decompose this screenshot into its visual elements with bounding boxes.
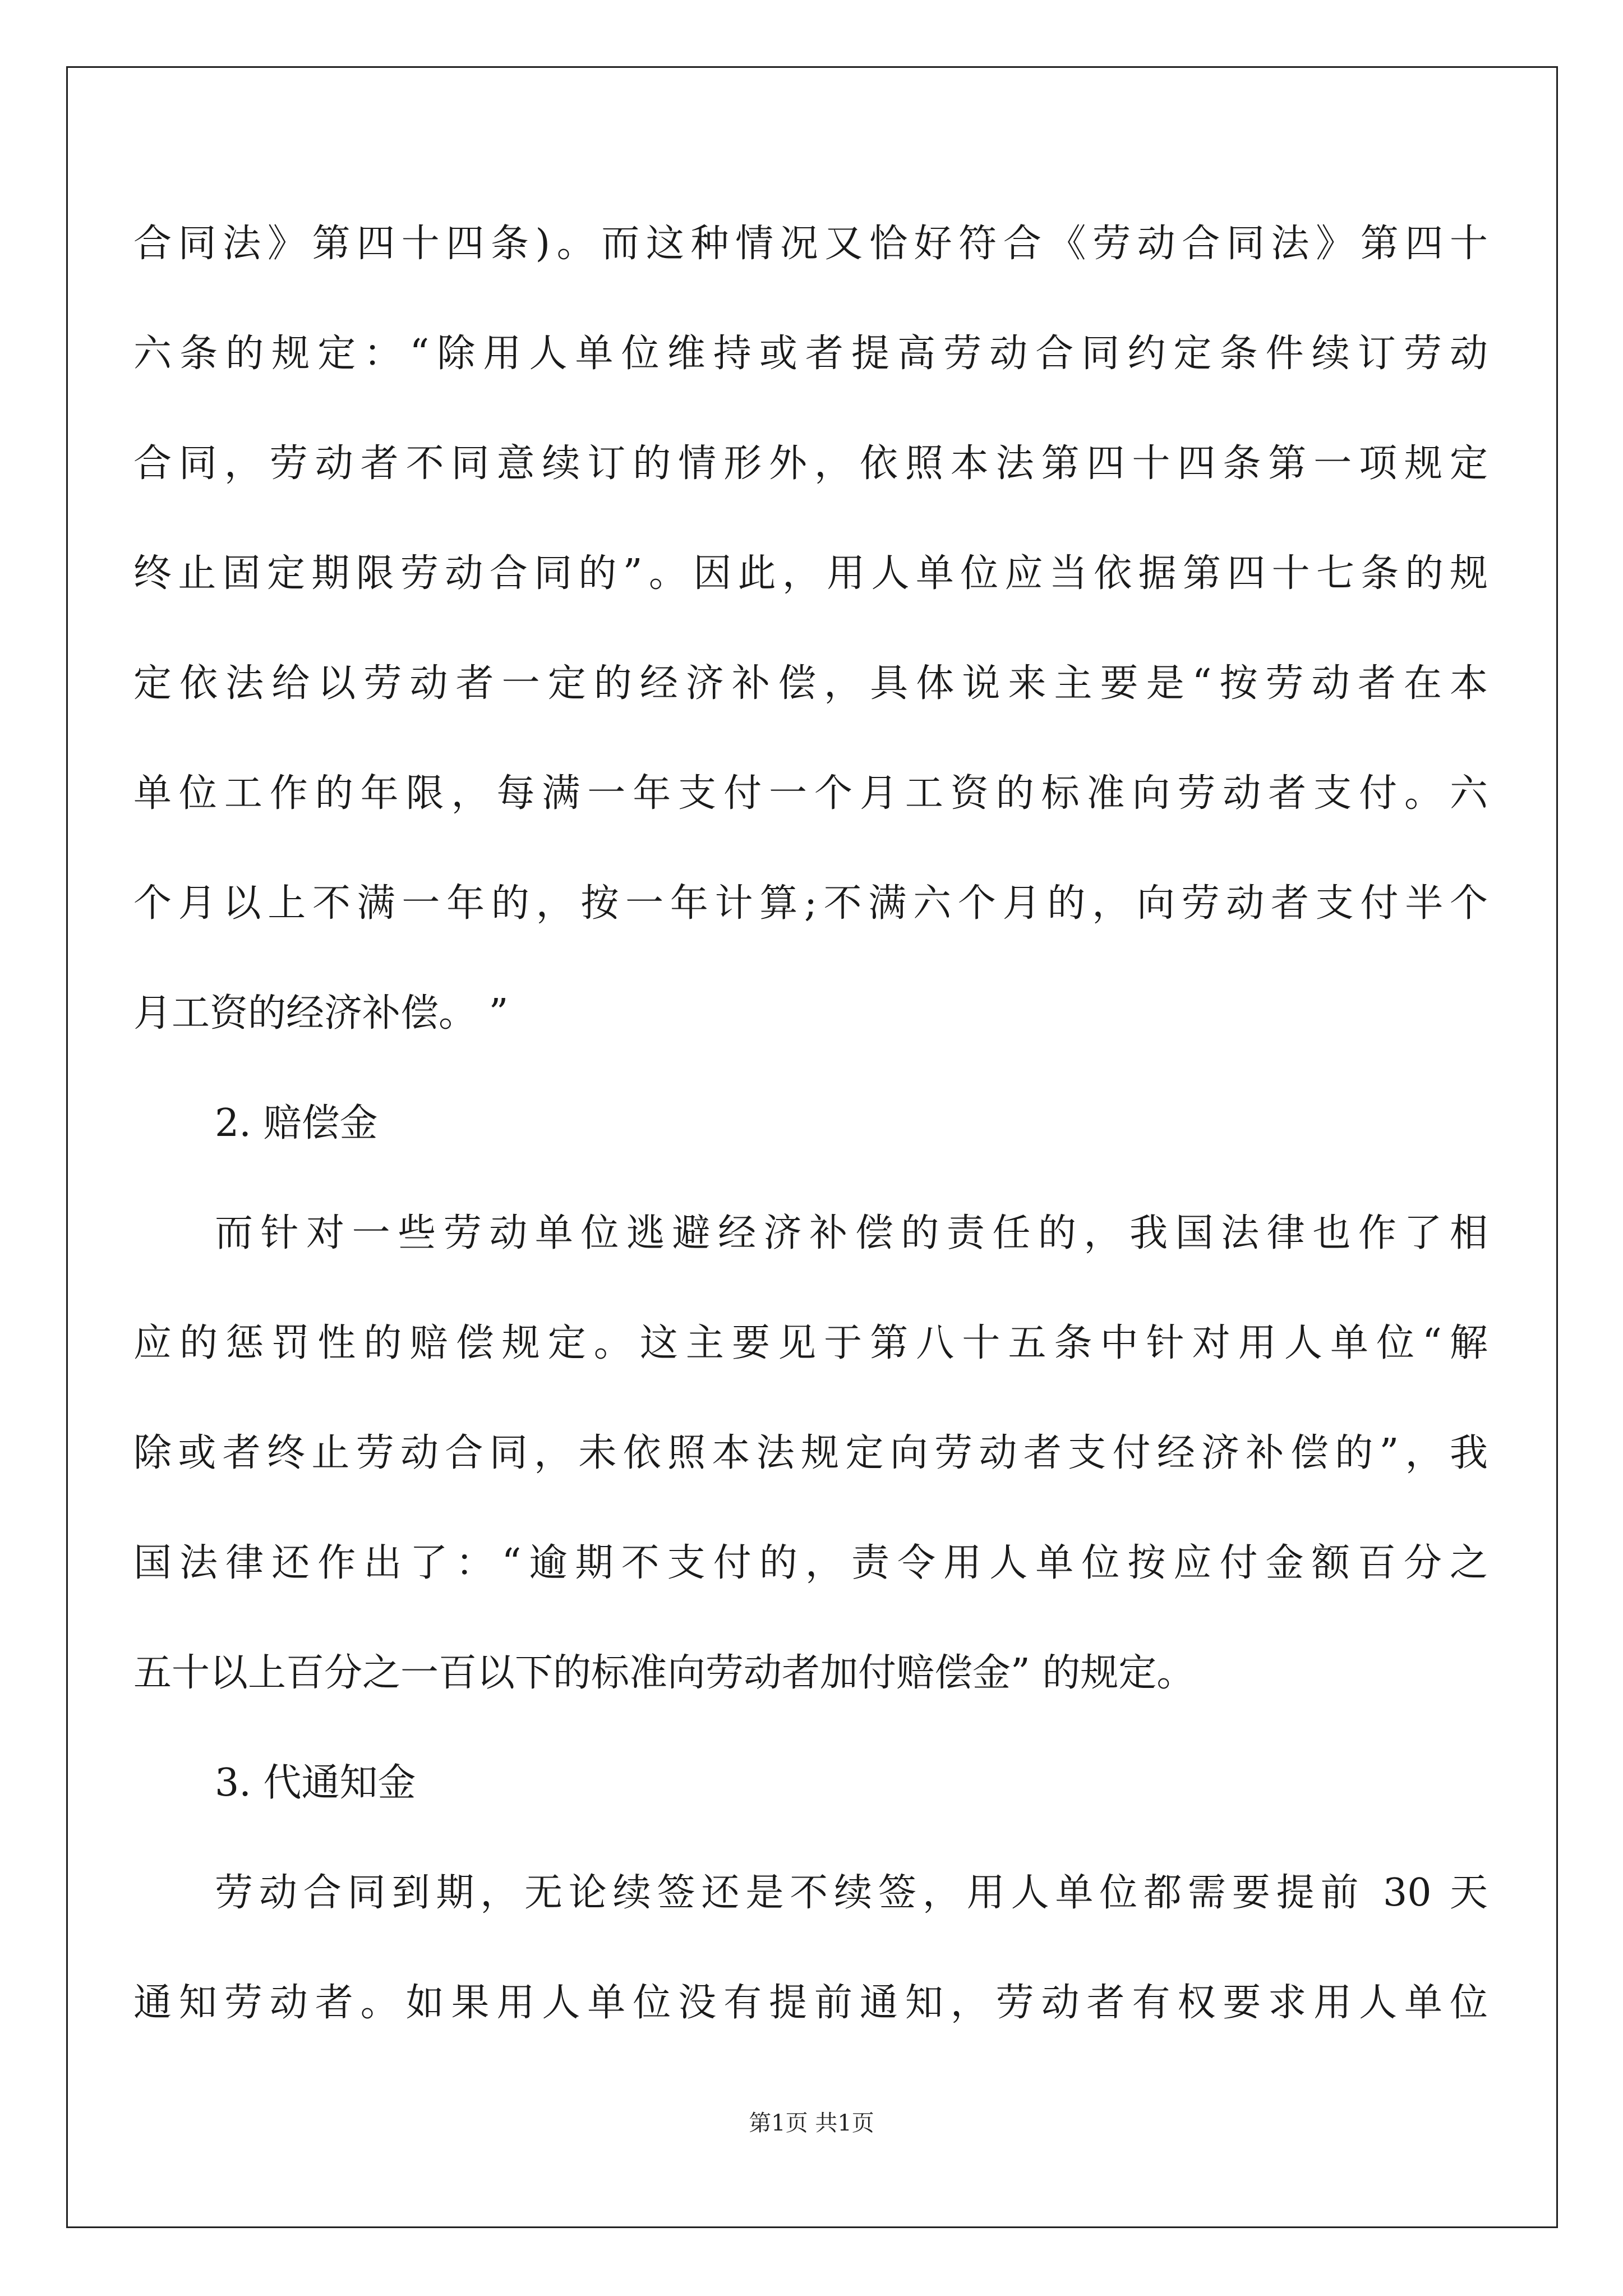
text-line: 终止固定期限劳动合同的”。因此，用人单位应当依据第四十七条的规: [133, 551, 1488, 596]
text-line: 应的惩罚性的赔偿规定。这主要见于第八十五条中针对用人单位“解: [133, 1321, 1488, 1365]
text-line: 单位工作的年限，每满一年支付一个月工资的标准向劳动者支付。六: [133, 771, 1488, 816]
section-heading: 3. 代通知金: [215, 1761, 416, 1805]
text-line: 除或者终止劳动合同，未依照本法规定向劳动者支付经济补偿的”，我: [133, 1431, 1488, 1475]
document-body: [133, 208, 1488, 2077]
text-line: 月工资的经济补偿。 ”: [133, 991, 509, 1036]
text-line: 通知劳动者。如果用人单位没有提前通知，劳动者有权要求用人单位: [133, 1981, 1488, 2025]
text-line: 劳动合同到期，无论续签还是不续签，用人单位都需要提前 30 天: [215, 1871, 1488, 1915]
text-line: 六条的规定：“除用人单位维持或者提高劳动合同约定条件续订劳动: [133, 332, 1488, 376]
page-footer: 第1页 共1页: [749, 2110, 874, 2136]
text-line: 合同法》第四十四条)。而这种情况又恰好符合《劳动合同法》第四十: [133, 222, 1488, 266]
section-heading: 2. 赔偿金: [215, 1101, 378, 1145]
text-line: 而针对一些劳动单位逃避经济补偿的责任的，我国法律也作了相: [215, 1211, 1488, 1255]
text-line: 定依法给以劳动者一定的经济补偿，具体说来主要是“按劳动者在本: [133, 661, 1488, 706]
text-line: 合同，劳动者不同意续订的情形外，依照本法第四十四条第一项规定: [133, 441, 1488, 486]
text-line: 五十以上百分之一百以下的标准向劳动者加付赔偿金” 的规定。: [133, 1651, 1195, 1695]
text-line: 个月以上不满一年的，按一年计算;不满六个月的，向劳动者支付半个: [133, 881, 1488, 926]
text-line: 国法律还作出了：“逾期不支付的，责令用人单位按应付金额百分之: [133, 1541, 1488, 1585]
